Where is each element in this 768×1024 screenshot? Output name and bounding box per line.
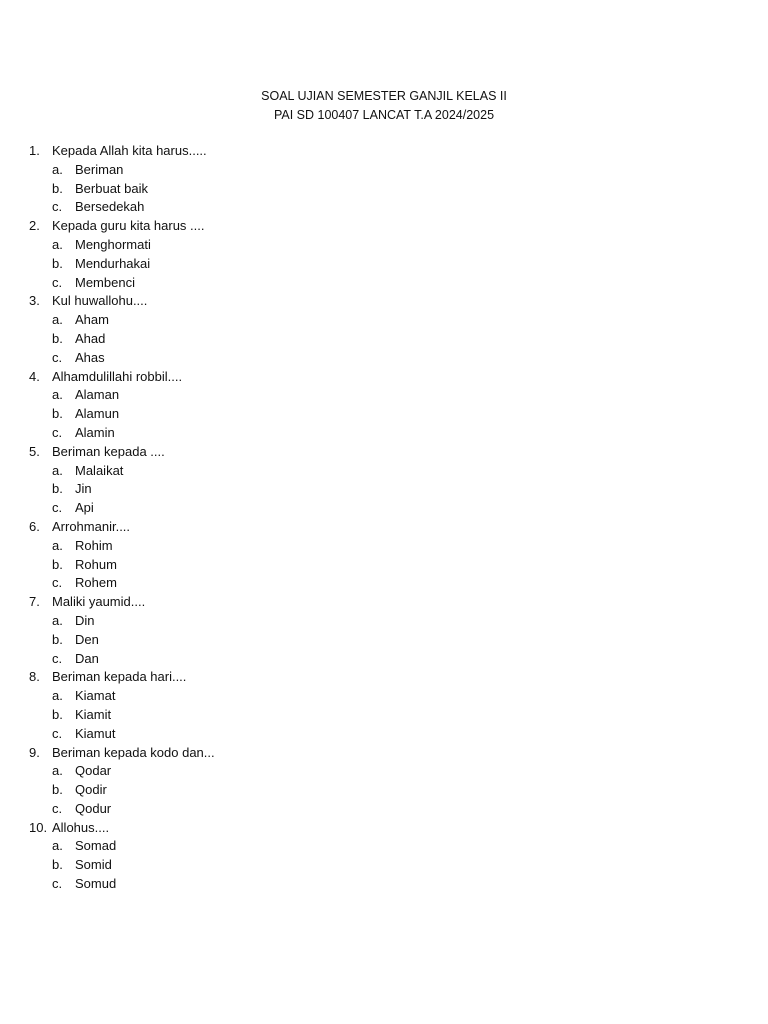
- option-list: [0, 762, 768, 818]
- option-text: Mendurhakai: [75, 255, 151, 271]
- question-text: Kul huwallohu....: [52, 293, 148, 309]
- option-letter: c.: [52, 650, 63, 666]
- option-text: Somid: [75, 857, 112, 873]
- question-row: [0, 593, 768, 612]
- option-letter: a.: [52, 161, 63, 177]
- option-item: [0, 800, 768, 819]
- option-item: [0, 725, 768, 744]
- option-item: [0, 706, 768, 725]
- option-text: Din: [75, 612, 95, 628]
- option-text: Qodar: [75, 763, 112, 779]
- question-row: [0, 368, 768, 387]
- option-text: Qodur: [75, 800, 112, 816]
- option-text: Somud: [75, 876, 117, 892]
- option-text: Aham: [75, 312, 109, 328]
- question-number: 8.: [29, 669, 40, 685]
- document-title-line-1: SOAL UJIAN SEMESTER GANJIL KELAS II: [261, 89, 507, 103]
- option-text: Rohim: [75, 537, 113, 553]
- question-number: 4.: [29, 368, 40, 384]
- question-number: 10.: [29, 819, 48, 835]
- question-row: [0, 443, 768, 462]
- question-row: [0, 217, 768, 236]
- question-item: [0, 443, 768, 518]
- option-item: [0, 386, 768, 405]
- option-text: Qodir: [75, 782, 107, 798]
- question-item: [0, 819, 768, 894]
- option-list: [0, 311, 768, 367]
- option-item: [0, 480, 768, 499]
- question-row: [0, 142, 768, 161]
- option-item: [0, 236, 768, 255]
- option-text: Kiamat: [75, 688, 116, 704]
- question-item: [0, 744, 768, 819]
- option-letter: c.: [52, 424, 63, 440]
- option-text: Rohem: [75, 575, 117, 591]
- option-item: [0, 180, 768, 199]
- question-item: [0, 518, 768, 593]
- option-letter: c.: [52, 876, 63, 892]
- option-text: Ahad: [75, 330, 106, 346]
- option-text: Alamin: [75, 424, 115, 440]
- question-item: [0, 217, 768, 292]
- option-item: [0, 762, 768, 781]
- document-title-line-2: PAI SD 100407 LANCAT T.A 2024/2025: [273, 108, 495, 122]
- question-text: Kepada Allah kita harus.....: [52, 143, 207, 158]
- option-item: [0, 405, 768, 424]
- option-text: Rohum: [75, 556, 117, 572]
- question-number: 5.: [29, 443, 40, 459]
- option-list: [0, 161, 768, 217]
- option-letter: a.: [52, 312, 63, 328]
- option-item: [0, 537, 768, 556]
- option-item: [0, 424, 768, 443]
- option-item: [0, 612, 768, 631]
- question-list: [0, 142, 768, 894]
- option-list: [0, 386, 768, 442]
- option-text: Ahas: [75, 349, 105, 365]
- option-letter: a.: [52, 763, 63, 779]
- option-letter: a.: [52, 838, 63, 854]
- option-text: Kiamit: [75, 706, 112, 722]
- option-text: Berbuat baik: [75, 180, 148, 196]
- question-number: 6.: [29, 518, 40, 534]
- option-item: [0, 631, 768, 650]
- option-letter: a.: [52, 387, 63, 403]
- question-text: Beriman kepada kodo dan...: [52, 744, 215, 760]
- question-item: [0, 668, 768, 743]
- option-list: [0, 687, 768, 743]
- option-item: [0, 349, 768, 368]
- option-text: Alaman: [75, 387, 120, 403]
- option-text: Alamun: [75, 406, 120, 422]
- question-text: Beriman kepada ....: [52, 443, 165, 459]
- option-item: [0, 499, 768, 518]
- option-item: [0, 330, 768, 349]
- question-item: [0, 292, 768, 367]
- option-text: Den: [75, 631, 99, 647]
- question-row: [0, 744, 768, 763]
- option-letter: a.: [52, 612, 63, 628]
- option-letter: c.: [52, 274, 63, 290]
- option-text: Kiamut: [75, 725, 116, 741]
- option-text: Dan: [75, 650, 99, 666]
- question-number: 9.: [29, 744, 40, 760]
- option-item: [0, 198, 768, 217]
- option-letter: b.: [52, 556, 63, 572]
- question-item: [0, 368, 768, 443]
- option-text: Malaikat: [75, 462, 124, 478]
- option-letter: c.: [52, 349, 63, 365]
- option-list: [0, 462, 768, 518]
- option-letter: c.: [52, 575, 63, 591]
- option-text: Jin: [75, 481, 92, 497]
- question-item: [0, 593, 768, 668]
- question-row: [0, 518, 768, 537]
- option-item: [0, 650, 768, 669]
- option-letter: a.: [52, 462, 63, 478]
- option-item: [0, 556, 768, 575]
- option-letter: a.: [52, 688, 63, 704]
- option-item: [0, 311, 768, 330]
- option-letter: a.: [52, 537, 63, 553]
- option-text: Bersedekah: [75, 199, 145, 215]
- option-letter: b.: [52, 706, 63, 722]
- question-text: Beriman kepada hari....: [52, 669, 187, 685]
- question-item: [0, 142, 768, 217]
- option-letter: b.: [52, 255, 63, 271]
- option-letter: b.: [52, 631, 63, 647]
- question-number: 3.: [29, 293, 40, 309]
- option-letter: b.: [52, 330, 63, 346]
- question-row: [0, 292, 768, 311]
- option-item: [0, 781, 768, 800]
- question-text: Kepada guru kita harus ....: [52, 218, 205, 234]
- option-text: Menghormati: [75, 236, 151, 252]
- option-text: Membenci: [75, 274, 135, 290]
- question-text: Alhamdulillahi robbil....: [52, 368, 183, 384]
- option-item: [0, 875, 768, 894]
- option-list: [0, 837, 768, 893]
- option-letter: a.: [52, 236, 63, 252]
- option-item: [0, 462, 768, 481]
- option-text: Api: [75, 500, 94, 516]
- option-item: [0, 856, 768, 875]
- option-letter: c.: [52, 500, 63, 516]
- option-item: [0, 274, 768, 293]
- question-number: 1.: [29, 143, 40, 158]
- option-letter: b.: [52, 180, 63, 196]
- question-number: 2.: [29, 218, 40, 234]
- option-list: [0, 537, 768, 593]
- option-letter: b.: [52, 481, 63, 497]
- question-row: [0, 668, 768, 687]
- option-text: Somad: [75, 838, 117, 854]
- option-item: [0, 161, 768, 180]
- option-list: [0, 612, 768, 668]
- question-text: Arrohmanir....: [52, 518, 131, 534]
- option-letter: c.: [52, 800, 63, 816]
- option-letter: b.: [52, 406, 63, 422]
- option-letter: b.: [52, 857, 63, 873]
- option-item: [0, 255, 768, 274]
- option-item: [0, 837, 768, 856]
- option-list: [0, 236, 768, 292]
- option-item: [0, 687, 768, 706]
- option-item: [0, 574, 768, 593]
- question-text: Allohus....: [52, 819, 110, 835]
- document-header: [0, 87, 768, 125]
- option-text: Beriman: [75, 161, 124, 177]
- question-row: [0, 819, 768, 838]
- option-letter: b.: [52, 782, 63, 798]
- question-text: Maliki yaumid....: [52, 594, 146, 610]
- option-letter: c.: [52, 199, 63, 215]
- option-letter: c.: [52, 725, 63, 741]
- question-number: 7.: [29, 594, 40, 610]
